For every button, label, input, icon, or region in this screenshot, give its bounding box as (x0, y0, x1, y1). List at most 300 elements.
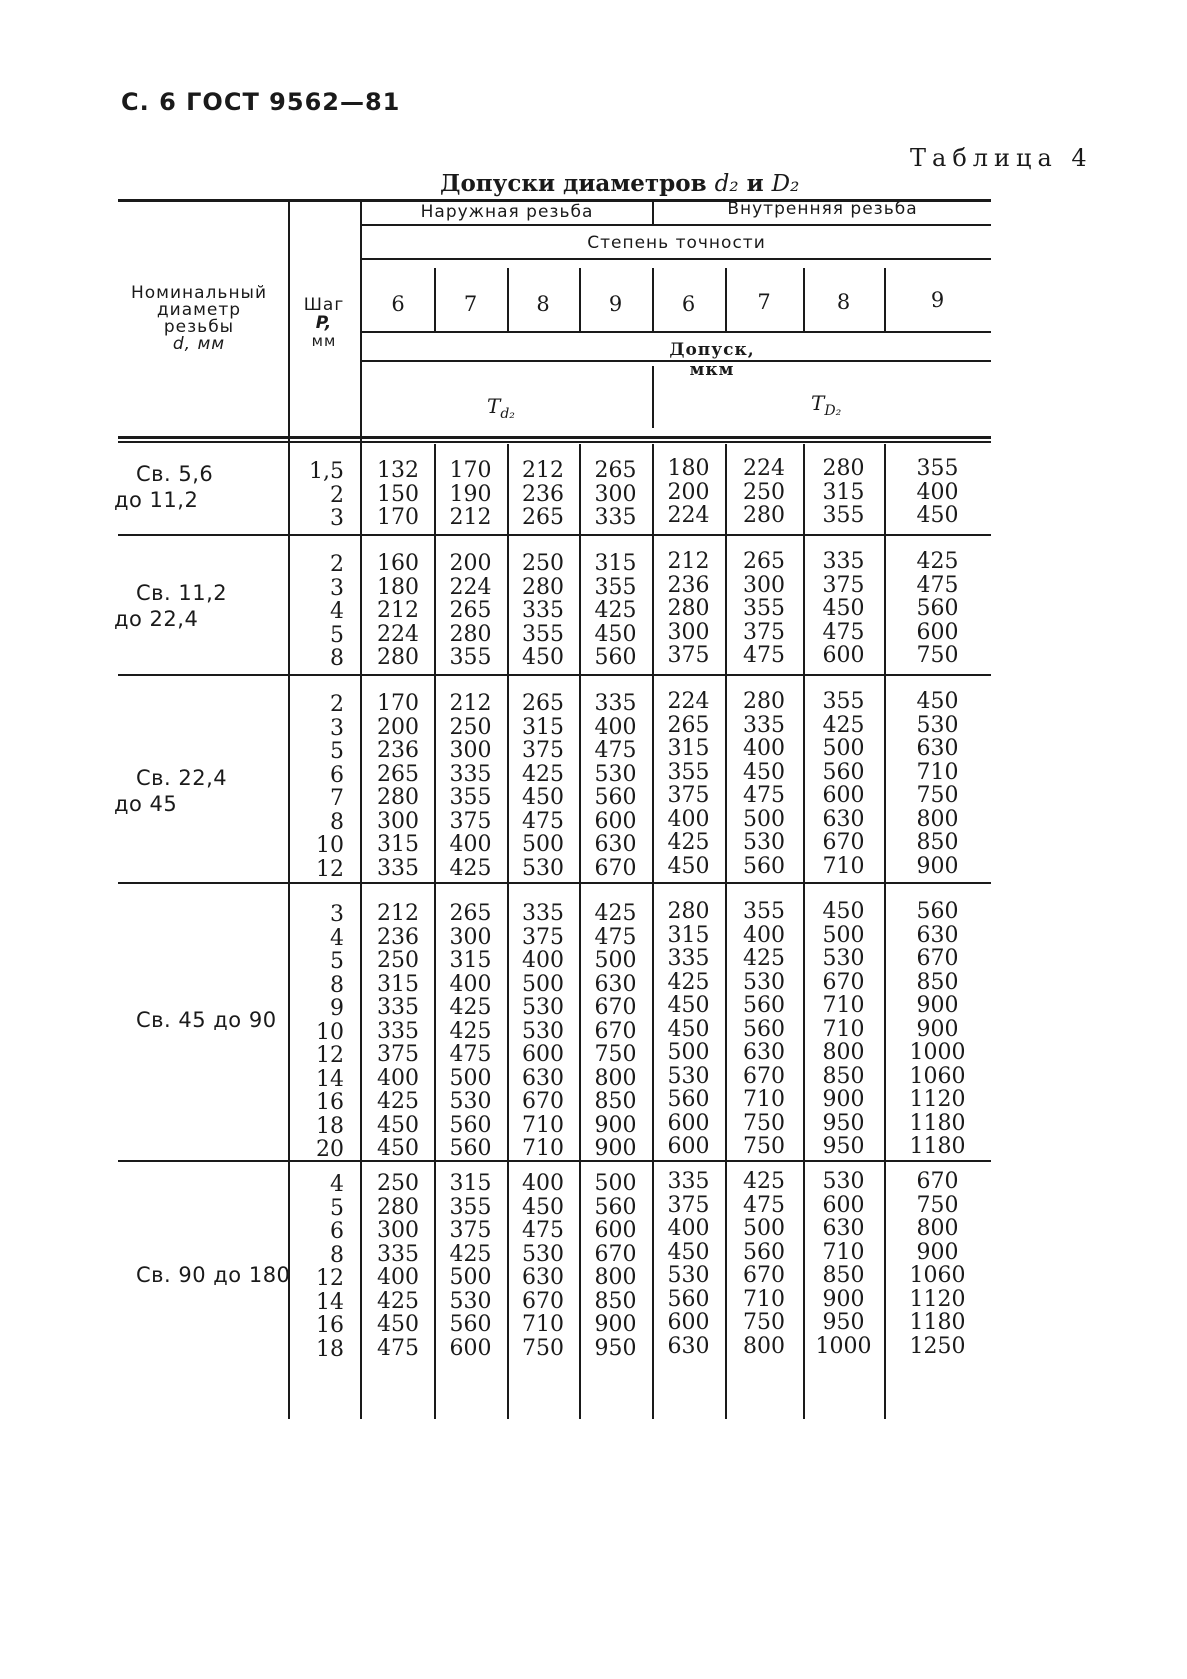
tolerance-value: 400 (667, 806, 710, 832)
tolerance-value: 132 (377, 458, 419, 483)
group-label-line: Св. 45 до 90 (136, 1008, 277, 1032)
pitch-column (290, 903, 356, 1162)
tolerance-value: 750 (916, 643, 959, 668)
pitch-value: 7 (330, 786, 344, 811)
pitch-value: 8 (330, 809, 344, 835)
external-tolerance-column (434, 1172, 507, 1360)
tolerance-value: 500 (822, 736, 865, 761)
tolerance-value: 335 (667, 1169, 710, 1194)
tolerance-value: 250 (449, 714, 492, 740)
tolerance-value: 630 (916, 922, 959, 948)
tolerance-value: 425 (522, 761, 564, 787)
tolerance-value: 450 (377, 1312, 419, 1337)
tolerance-value: 400 (377, 1065, 419, 1091)
group-label (136, 1007, 277, 1033)
tolerance-value: 236 (522, 481, 564, 507)
tolerance-value: 475 (594, 738, 637, 763)
external-tolerance-column (507, 692, 579, 880)
pitch-value: 4 (330, 925, 344, 951)
tolerance-value: 335 (377, 855, 419, 881)
tolerance-value: 630 (594, 971, 637, 997)
external-tolerance-column (362, 459, 434, 530)
external-tolerance-column (579, 1172, 652, 1360)
pitch-value: 2 (330, 552, 344, 577)
tolerance-value: 710 (822, 1239, 865, 1265)
tolerance-value: 355 (449, 785, 492, 810)
tolerance-value: 400 (449, 971, 492, 997)
tolerance-value: 500 (667, 1040, 710, 1065)
title-symbol-D2: D₂ (771, 171, 800, 197)
tolerance-value: 150 (377, 481, 419, 507)
tolerance-value: 950 (822, 1110, 865, 1136)
pitch-value: 6 (330, 762, 344, 788)
tolerance-value: 236 (667, 572, 710, 598)
pitch-value: 2 (330, 482, 344, 508)
tolerance-value: 600 (916, 619, 959, 645)
pitch-value: 5 (330, 739, 344, 764)
header-nominal-line: d, мм (172, 334, 226, 354)
symbol-T-D2 (811, 391, 841, 419)
tolerance-value: 224 (667, 503, 710, 528)
grade-label: 6 (681, 292, 696, 316)
external-tolerance-column (579, 692, 652, 880)
internal-tolerance-column (803, 1170, 884, 1358)
tolerance-value: 900 (916, 1016, 959, 1042)
tolerance-value: 180 (667, 456, 710, 481)
tolerance-value: 530 (667, 1063, 710, 1089)
internal-tolerance-column (652, 457, 725, 528)
tolerance-value: 630 (594, 832, 637, 857)
tolerance-value: 670 (594, 995, 637, 1020)
tolerance-value: 280 (377, 1194, 419, 1220)
pitch-value: 3 (330, 575, 344, 601)
tolerance-value: 300 (377, 808, 419, 834)
symbol-subscript: d₂ (500, 406, 515, 422)
internal-tolerance-column (725, 550, 803, 668)
tolerance-value: 375 (667, 1192, 710, 1218)
external-tolerance-column (362, 902, 434, 1161)
tolerance-value: 600 (822, 783, 865, 808)
rule-below-accuracy (362, 258, 991, 260)
tolerance-value: 600 (594, 1218, 637, 1243)
pitch-value: 6 (330, 1219, 344, 1244)
pitch-value: 8 (330, 1242, 344, 1268)
header-bottom-rule-2 (118, 441, 991, 443)
tolerance-value: 375 (449, 808, 492, 834)
pitch-value: 3 (330, 715, 344, 741)
tolerance-value: 280 (449, 621, 492, 647)
tolerance-value: 212 (449, 691, 492, 716)
tolerance-value: 212 (667, 549, 710, 574)
tolerance-value: 900 (916, 853, 959, 879)
tolerance-value: 710 (522, 1112, 564, 1138)
group-label (136, 1262, 290, 1288)
group-separator (118, 534, 991, 536)
tolerance-value: 750 (743, 1110, 785, 1136)
tolerance-value: 710 (743, 1087, 785, 1112)
tolerance-value: 335 (377, 995, 419, 1020)
tolerance-value: 400 (522, 1171, 564, 1196)
external-tolerance-column (434, 902, 507, 1161)
tolerance-value: 375 (822, 572, 865, 598)
tolerance-value: 1000 (815, 1333, 872, 1359)
tolerance-value: 212 (522, 458, 564, 483)
tolerance-value: 170 (377, 691, 419, 716)
internal-tolerance-column (652, 900, 725, 1159)
internal-tolerance-column (652, 550, 725, 668)
tolerance-value: 850 (822, 1263, 865, 1288)
tolerance-value: 850 (594, 1089, 637, 1114)
tolerance-value: 500 (594, 948, 637, 973)
tolerance-value: 200 (377, 714, 419, 740)
tolerance-value: 450 (822, 596, 865, 621)
tolerance-value: 250 (377, 948, 419, 973)
tolerance-value: 530 (449, 1089, 492, 1114)
grade-label: 7 (463, 292, 478, 316)
internal-tolerance-column (884, 690, 991, 878)
tolerance-value: 600 (667, 1134, 710, 1159)
tolerance-value: 900 (594, 1312, 637, 1337)
group-separator (118, 674, 991, 676)
tolerance-value: 450 (522, 645, 564, 670)
tolerance-value: 425 (916, 549, 959, 574)
tolerance-value: 280 (667, 596, 710, 621)
tolerance-value: 425 (449, 1018, 492, 1044)
header-bottom-rule (118, 436, 991, 439)
external-tolerance-column (434, 459, 507, 530)
tolerance-value: 560 (449, 1136, 492, 1161)
tolerance-value: 224 (377, 621, 419, 647)
internal-tolerance-column (884, 550, 991, 668)
pitch-value: 3 (330, 506, 344, 531)
tolerance-value: 355 (743, 596, 785, 621)
tolerance-value: 750 (743, 1134, 785, 1159)
pitch-value: 5 (330, 949, 344, 974)
tolerance-value: 450 (522, 785, 564, 810)
tolerance-value: 710 (822, 1016, 865, 1042)
tolerance-value: 600 (522, 1042, 564, 1067)
pitch-value: 5 (330, 622, 344, 648)
external-tolerance-column (579, 552, 652, 670)
tolerance-value: 670 (594, 1018, 637, 1044)
tolerance-value: 265 (449, 598, 492, 623)
tolerance-value: 355 (916, 456, 959, 481)
tolerance-value: 212 (449, 505, 492, 530)
internal-tolerance-column (725, 1170, 803, 1358)
internal-tolerance-column (884, 457, 991, 528)
tolerance-value: 265 (522, 505, 564, 530)
header-pitch-line: Шаг (303, 295, 345, 315)
group-label-line: Св. 22,4 (136, 766, 228, 790)
tolerance-value: 850 (594, 1288, 637, 1314)
pitch-value: 2 (330, 692, 344, 717)
pitch-value: 4 (330, 1172, 344, 1197)
tolerance-value: 670 (743, 1063, 785, 1089)
tolerance-value: 190 (449, 481, 492, 507)
tolerance-value: 710 (822, 853, 865, 879)
internal-tolerance-column (725, 690, 803, 878)
external-tolerance-column (507, 552, 579, 670)
tolerance-value: 850 (822, 1063, 865, 1089)
tolerance-value: 560 (743, 1239, 785, 1265)
tolerance-value: 530 (667, 1263, 710, 1288)
tolerance-value: 450 (743, 759, 785, 785)
title-symbol-d2: d₂ (714, 171, 739, 197)
pitch-value: 3 (330, 902, 344, 927)
internal-tolerance-column (803, 690, 884, 878)
tolerance-value: 425 (743, 1169, 785, 1194)
pitch-value: 16 (316, 1313, 344, 1338)
tolerance-value: 265 (522, 691, 564, 716)
header-nominal-line: диаметр (156, 300, 242, 320)
external-tolerance-column (507, 459, 579, 530)
tolerance-value: 670 (916, 946, 959, 971)
pitch-value: 12 (316, 1266, 344, 1291)
internal-tolerance-column (725, 900, 803, 1159)
tolerance-value: 530 (822, 1169, 865, 1194)
tolerance-value: 315 (822, 479, 865, 505)
tolerance-value: 265 (594, 458, 637, 483)
tolerance-value: 280 (743, 689, 785, 714)
header-internal-thread: Внутренняя резьба (727, 199, 918, 219)
tolerance-value: 425 (594, 598, 637, 623)
tolerance-value: 950 (822, 1134, 865, 1159)
tolerance-value: 630 (743, 1040, 785, 1065)
tolerance-value: 450 (916, 689, 959, 714)
tolerance-value: 265 (449, 901, 492, 926)
pitch-value: 5 (330, 1195, 344, 1221)
tolerance-value: 710 (916, 759, 959, 785)
rule-below-thread-type (362, 224, 991, 226)
tolerance-value: 315 (449, 1171, 492, 1196)
tolerance-value: 450 (522, 1194, 564, 1220)
tolerance-value: 1120 (909, 1087, 966, 1112)
external-tolerance-column (434, 692, 507, 880)
header-accuracy-grade: Степень точности (587, 233, 766, 253)
tolerance-value: 335 (522, 901, 564, 926)
tolerance-value: 900 (916, 993, 959, 1018)
tolerance-value: 425 (743, 946, 785, 971)
tolerance-value: 335 (594, 505, 637, 530)
tolerance-value: 500 (449, 1065, 492, 1091)
tolerance-value: 630 (916, 736, 959, 761)
tolerance-value: 800 (743, 1333, 785, 1359)
group-label-line: Св. 90 до 180 (136, 1263, 291, 1287)
tolerance-value: 375 (522, 924, 564, 950)
tolerance-value: 375 (377, 1042, 419, 1067)
tolerance-value: 900 (594, 1112, 637, 1138)
table-title (440, 170, 799, 197)
symbol-subscript: D₂ (824, 403, 842, 419)
pitch-value: 20 (316, 1137, 344, 1162)
pitch-value: 9 (330, 996, 344, 1021)
tolerance-value: 425 (667, 830, 710, 855)
tolerance-value: 355 (743, 899, 785, 924)
group-label-line: до 11,2 (114, 488, 199, 512)
tolerance-value: 630 (522, 1065, 564, 1091)
tolerance-value: 1180 (909, 1110, 966, 1136)
tolerance-value: 425 (822, 712, 865, 738)
tolerance-value: 800 (916, 806, 959, 832)
tolerance-value: 400 (377, 1265, 419, 1290)
internal-tolerance-column (652, 1170, 725, 1358)
tolerance-value: 800 (822, 1040, 865, 1065)
group-label (114, 461, 213, 513)
tolerance-value: 1180 (909, 1310, 966, 1335)
tolerance-value: 280 (522, 574, 564, 600)
page-header: С. 6 ГОСТ 9562—81 (121, 88, 401, 116)
tolerance-value: 250 (377, 1171, 419, 1196)
tolerance-value: 850 (916, 969, 959, 995)
external-tolerance-column (362, 692, 434, 880)
tolerance-value: 670 (822, 969, 865, 995)
tolerance-value: 355 (522, 621, 564, 647)
pitch-value: 8 (330, 646, 344, 671)
pitch-value: 18 (316, 1113, 344, 1139)
tolerance-value: 250 (522, 551, 564, 576)
tolerance-value: 300 (449, 738, 492, 763)
tolerance-value: 530 (743, 830, 785, 855)
tolerance-value: 335 (667, 946, 710, 971)
tolerance-value: 750 (916, 1192, 959, 1218)
tolerance-value: 236 (377, 924, 419, 950)
tolerance-value: 400 (449, 832, 492, 857)
tolerance-value: 500 (743, 806, 785, 832)
tolerance-value: 800 (594, 1265, 637, 1290)
tolerance-value: 300 (743, 572, 785, 598)
external-tolerance-column (507, 1172, 579, 1360)
tolerance-value: 170 (377, 505, 419, 530)
tolerance-value: 475 (916, 572, 959, 598)
tolerance-value: 425 (377, 1089, 419, 1114)
tolerance-value: 425 (667, 969, 710, 995)
tolerance-value: 200 (667, 479, 710, 505)
tolerance-value: 475 (743, 643, 785, 668)
header-nominal-line: резьбы (163, 317, 235, 337)
tolerance-value: 560 (667, 1286, 710, 1312)
tolerance-value: 265 (377, 761, 419, 787)
tolerance-value: 560 (594, 645, 637, 670)
tolerance-value: 315 (594, 551, 637, 576)
tolerance-value: 315 (522, 714, 564, 740)
tolerance-value: 500 (522, 832, 564, 857)
tolerance-value: 1250 (909, 1333, 966, 1359)
tolerance-value: 280 (377, 785, 419, 810)
tolerance-value: 425 (449, 855, 492, 881)
tolerance-value: 250 (743, 479, 785, 505)
rule-below-grades (362, 331, 991, 333)
tolerance-value: 630 (667, 1333, 710, 1359)
tolerance-value: 560 (916, 596, 959, 621)
tolerance-value: 630 (822, 1216, 865, 1241)
tolerance-value: 300 (667, 619, 710, 645)
pitch-column (290, 693, 356, 881)
tolerance-value: 750 (743, 1310, 785, 1335)
tolerance-value: 450 (594, 621, 637, 647)
tolerance-value: 530 (522, 995, 564, 1020)
pitch-value: 10 (316, 833, 344, 858)
tolerance-value: 315 (377, 832, 419, 857)
tolerance-value: 475 (522, 1218, 564, 1243)
tolerance-value: 900 (594, 1136, 637, 1161)
internal-tolerance-column (652, 690, 725, 878)
tolerance-value: 560 (916, 899, 959, 924)
tolerance-value: 450 (667, 993, 710, 1018)
tolerance-value: 375 (522, 738, 564, 763)
tolerance-value: 280 (822, 456, 865, 481)
tolerance-value: 265 (743, 549, 785, 574)
tolerance-value: 530 (449, 1288, 492, 1314)
header-nominal-diameter (120, 285, 278, 353)
tolerance-value: 530 (522, 1018, 564, 1044)
tolerance-value: 335 (377, 1241, 419, 1267)
tolerance-value: 850 (916, 830, 959, 855)
pitch-value: 1,5 (309, 459, 344, 484)
symbol-base: T (487, 394, 501, 418)
tolerance-value: 400 (743, 922, 785, 948)
tolerance-value: 335 (743, 712, 785, 738)
tolerance-value: 170 (449, 458, 492, 483)
pitch-value: 12 (316, 856, 344, 882)
tolerance-value: 670 (916, 1169, 959, 1194)
tolerance-value: 560 (743, 853, 785, 879)
tolerance-value: 224 (743, 456, 785, 481)
pitch-value: 10 (316, 1019, 344, 1045)
header-pitch-line: P, (315, 313, 333, 333)
pitch-value: 14 (316, 1289, 344, 1315)
tolerance-value: 280 (743, 503, 785, 528)
tolerance-value: 335 (822, 549, 865, 574)
tolerance-value: 500 (822, 922, 865, 948)
tolerance-value: 450 (667, 1239, 710, 1265)
tolerance-value: 160 (377, 551, 419, 576)
tolerance-value: 530 (822, 946, 865, 971)
group-label (114, 765, 227, 817)
tolerance-value: 400 (522, 948, 564, 973)
tolerance-value: 560 (449, 1112, 492, 1138)
tolerance-value: 450 (667, 1016, 710, 1042)
external-tolerance-column (362, 552, 434, 670)
tolerance-value: 475 (743, 1192, 785, 1218)
tolerance-value: 375 (449, 1218, 492, 1243)
tolerance-value: 355 (594, 574, 637, 600)
group-separator (118, 882, 991, 884)
external-tolerance-column (507, 902, 579, 1161)
tolerance-value: 1000 (909, 1040, 966, 1065)
tolerance-value: 450 (377, 1112, 419, 1138)
tolerance-value: 224 (449, 574, 492, 600)
tolerance-value: 335 (522, 598, 564, 623)
group-label (114, 580, 227, 632)
tolerance-value: 355 (667, 759, 710, 785)
tolerance-value: 355 (822, 689, 865, 714)
tolerance-value: 335 (594, 691, 637, 716)
tolerance-value: 630 (822, 806, 865, 832)
pitch-value: 18 (316, 1336, 344, 1362)
tolerance-value: 180 (377, 574, 419, 600)
header-pitch (290, 296, 358, 350)
tolerance-value: 315 (377, 971, 419, 997)
tolerance-value: 600 (449, 1335, 492, 1361)
tolerance-value: 670 (522, 1089, 564, 1114)
grade-label: 8 (836, 290, 851, 314)
tolerance-value: 475 (522, 808, 564, 834)
tolerance-value: 530 (743, 969, 785, 995)
external-tolerance-column (579, 902, 652, 1161)
tolerance-value: 500 (522, 971, 564, 997)
tolerance-value: 375 (743, 619, 785, 645)
tolerance-value: 900 (822, 1286, 865, 1312)
